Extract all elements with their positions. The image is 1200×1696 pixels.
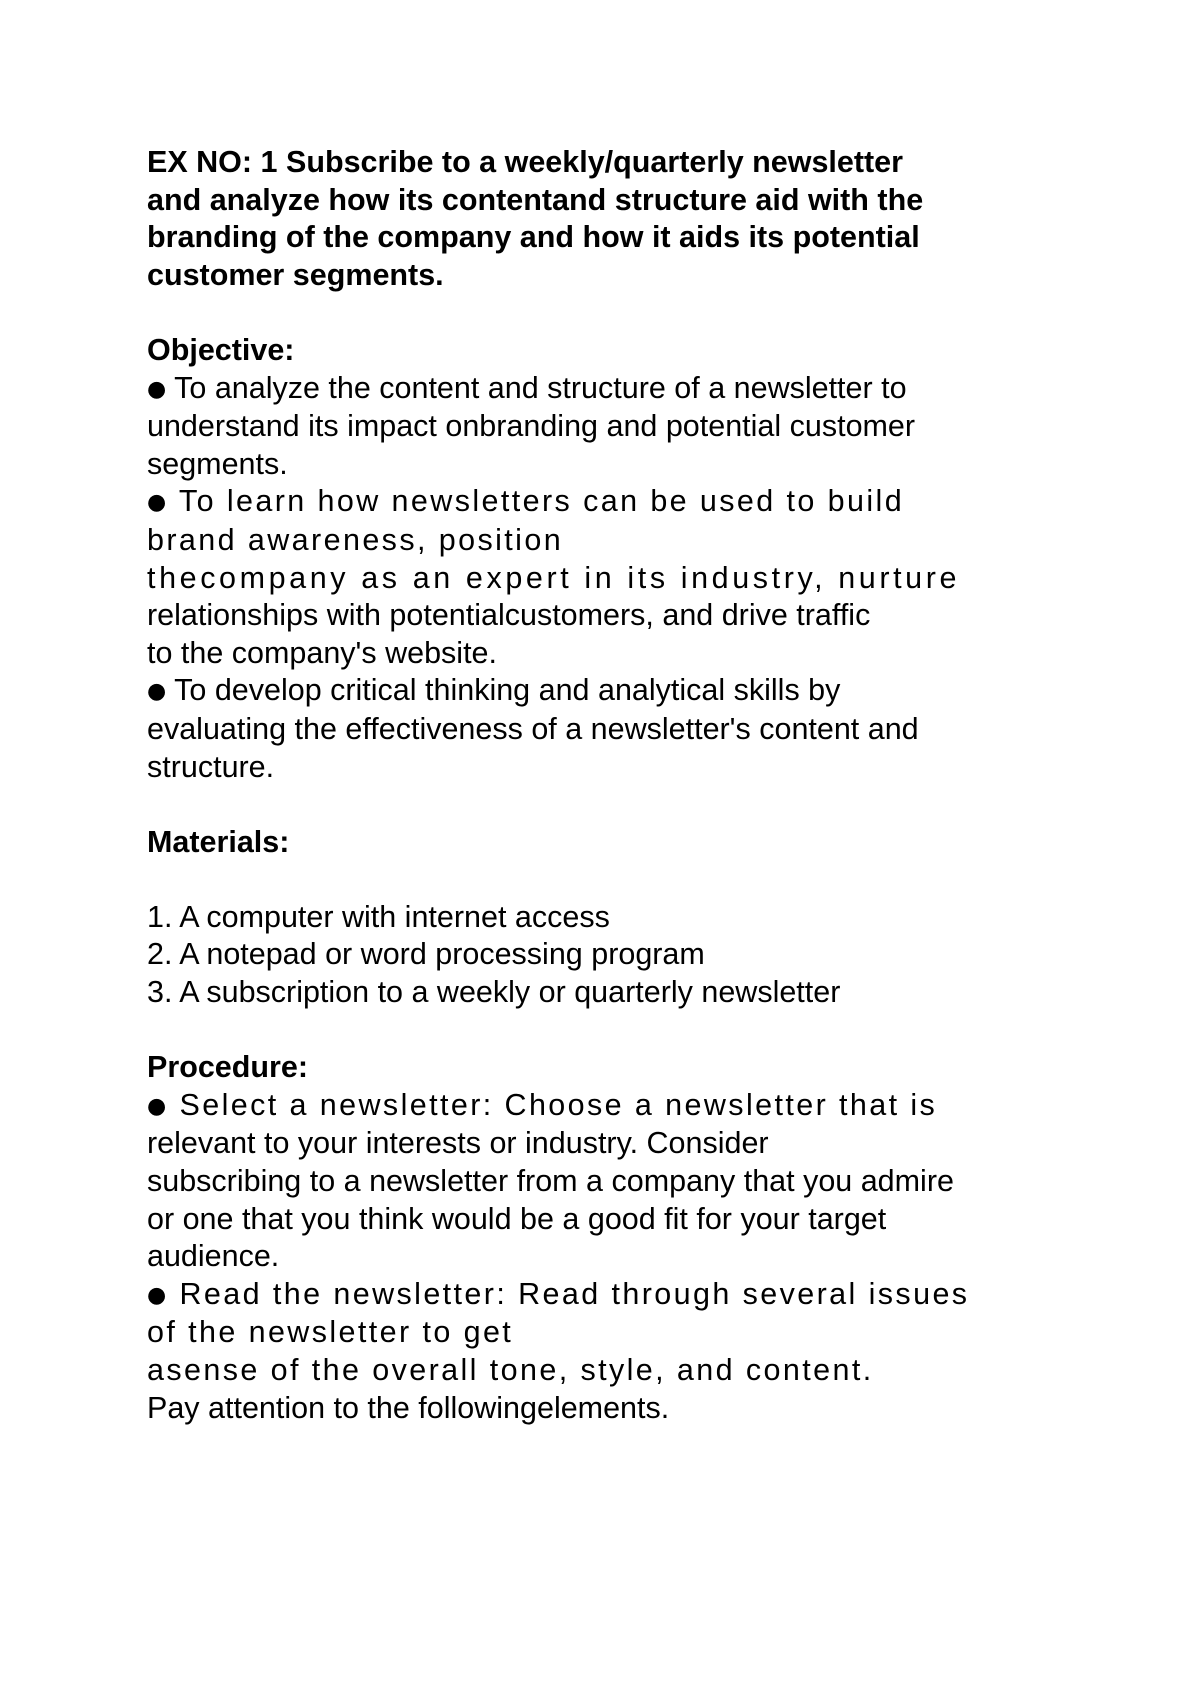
objective-bullet xyxy=(147,370,1077,484)
bullet-line xyxy=(147,370,1077,409)
materials-list xyxy=(147,899,1077,1012)
bullet-line: relationships with potentialcustomers, and drive traffic xyxy=(147,598,871,633)
bullet-text: Select a newsletter: Choose a newsletter that is xyxy=(168,1087,938,1122)
bullet-line: asense of the overall tone, style, and content. xyxy=(147,1353,874,1387)
procedure-heading: Procedure: xyxy=(147,1050,309,1085)
title-line: customer segments. xyxy=(147,257,444,292)
bullet-icon: ● xyxy=(147,1093,169,1119)
document-title xyxy=(147,144,1077,294)
title-line: EX NO: 1 Subscribe to a weekly/quarterly newsletter xyxy=(147,145,903,179)
bullet-line: segments. xyxy=(147,446,288,481)
bullet-line: or one that you think would be a good fit for your target xyxy=(147,1201,887,1236)
title-line: and analyze how its contentand structure aid with the xyxy=(147,182,924,217)
bullet-icon: ● xyxy=(147,376,167,402)
bullet-line: to the company's website. xyxy=(147,635,497,670)
title-line: branding of the company and how it aids its potential xyxy=(147,220,920,255)
procedure-bullet xyxy=(147,1087,1077,1276)
list-item: 3. A subscription to a weekly or quarterly newsletter xyxy=(147,975,841,1010)
bullet-icon: ● xyxy=(147,1282,169,1308)
objective-bullet xyxy=(147,672,1077,786)
bullet-line xyxy=(147,1087,1077,1126)
bullet-line xyxy=(147,483,1077,522)
bullet-line: brand awareness, position xyxy=(147,522,564,557)
bullet-line: relevant to your interests or industry. Consider xyxy=(147,1126,769,1161)
spacer xyxy=(147,861,1077,899)
bullet-line: Pay attention to the followingelements. xyxy=(147,1390,670,1425)
list-item: 2. A notepad or word processing program xyxy=(147,937,705,972)
spacer xyxy=(147,1012,1077,1050)
bullet-line xyxy=(147,1276,1077,1315)
bullet-icon: ● xyxy=(147,490,169,516)
bullet-line: evaluating the effectiveness of a newsletter's content and xyxy=(147,711,919,746)
bullet-text: To develop critical thinking and analytical skills by xyxy=(166,673,841,708)
bullet-line: thecompany as an expert in its industry, nurture xyxy=(147,560,961,595)
bullet-line: of the newsletter to get xyxy=(147,1315,514,1350)
materials-heading: Materials: xyxy=(147,824,290,859)
bullet-line xyxy=(147,672,1077,711)
bullet-text: To learn how newsletters can be used to build xyxy=(168,484,905,519)
list-item: 1. A computer with internet access xyxy=(147,899,610,934)
spacer xyxy=(147,786,1077,824)
bullet-text: Read the newsletter: Read through several issues xyxy=(168,1276,970,1311)
objective-heading: Objective: xyxy=(147,332,295,367)
spacer xyxy=(147,294,1077,332)
bullet-line: understand its impact onbranding and potential customer xyxy=(147,409,916,444)
bullet-text: To analyze the content and structure of a newsletter to xyxy=(166,370,907,405)
objective-bullet xyxy=(147,483,1077,672)
bullet-icon: ● xyxy=(147,679,167,705)
procedure-bullet xyxy=(147,1276,1077,1427)
bullet-line: structure. xyxy=(147,749,275,784)
bullet-line: subscribing to a newsletter from a company that you admire xyxy=(147,1164,954,1199)
bullet-line: audience. xyxy=(147,1239,280,1274)
document-page xyxy=(147,144,1077,1427)
